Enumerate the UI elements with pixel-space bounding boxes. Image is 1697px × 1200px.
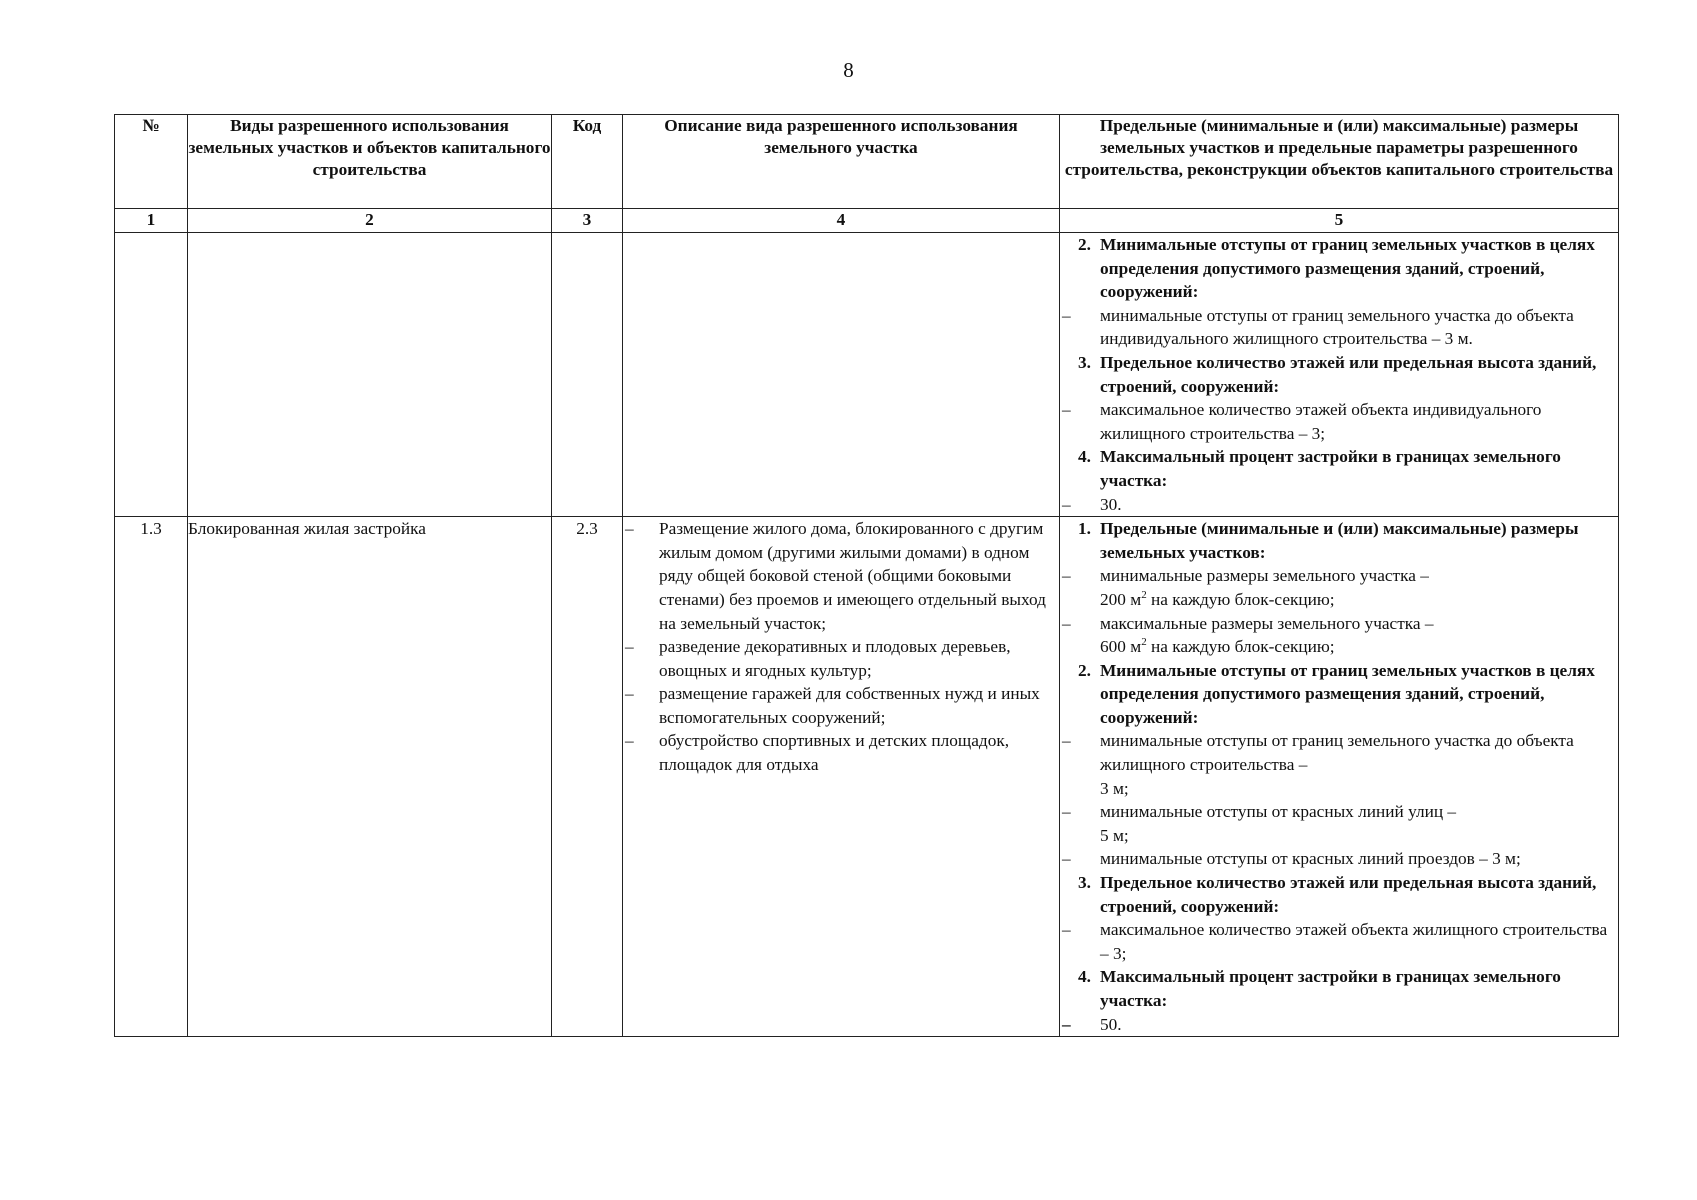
param-item bbox=[1060, 564, 1618, 611]
row-code-cell: 2.3 bbox=[552, 517, 623, 1037]
item-text: размещение гаражей для собственных нужд и иных вспомогательных сооружений; bbox=[659, 684, 1040, 727]
area-unit-exponent: 2 bbox=[1141, 589, 1147, 602]
land-use-table bbox=[114, 114, 1619, 1037]
item-marker: 4. bbox=[1078, 447, 1091, 467]
item-value: 3 м; bbox=[1100, 778, 1129, 798]
item-text: максимальные размеры земельного участка – bbox=[1100, 613, 1434, 633]
area-unit-exponent: 2 bbox=[1141, 636, 1147, 649]
area-value: 200 м bbox=[1100, 589, 1142, 609]
item-text: минимальные отступы от красных линий проездов – 3 м; bbox=[1100, 849, 1521, 869]
item-text: минимальные размеры земельного участка – bbox=[1100, 566, 1429, 586]
item-marker: – bbox=[625, 684, 634, 704]
param-item bbox=[1060, 729, 1618, 800]
item-text-tail: на каждую блок-секцию; bbox=[1146, 637, 1335, 657]
column-number: 3 bbox=[552, 209, 623, 233]
param-item bbox=[1060, 304, 1618, 351]
column-number-row bbox=[115, 209, 1619, 233]
item-text-group bbox=[1100, 729, 1618, 800]
param-item bbox=[1060, 871, 1618, 918]
param-item bbox=[1060, 517, 1618, 564]
header-no: № bbox=[115, 115, 188, 209]
item-marker: – bbox=[1062, 305, 1071, 325]
item-text-group bbox=[1100, 564, 1618, 611]
item-marker: 2. bbox=[1078, 235, 1091, 254]
param-item bbox=[1060, 233, 1618, 304]
row-number-cell: 1.3 bbox=[115, 517, 188, 1037]
row-parameters-cell bbox=[1060, 233, 1619, 517]
param-item bbox=[1060, 918, 1618, 965]
item-text: Минимальные отступы от границ земельных участков в целях определения допустимого размещения зданий, строений, сооружений: bbox=[1100, 660, 1595, 727]
item-marker: – bbox=[1062, 613, 1071, 633]
param-item bbox=[1060, 659, 1618, 730]
row-parameters-cell bbox=[1060, 517, 1619, 1037]
description-item bbox=[623, 517, 1059, 635]
item-value: 5 м; bbox=[1100, 825, 1129, 845]
param-item bbox=[1060, 847, 1618, 871]
param-item bbox=[1060, 445, 1618, 492]
item-marker: – bbox=[625, 519, 634, 539]
item-marker: 4. bbox=[1078, 967, 1091, 987]
column-number: 1 bbox=[115, 209, 188, 233]
item-marker: – bbox=[625, 637, 634, 657]
item-text: 30. bbox=[1100, 494, 1122, 514]
item-text: Предельное количество этажей или предельная высота зданий, строений, сооружений: bbox=[1100, 873, 1597, 916]
param-item bbox=[1060, 1013, 1618, 1037]
item-text: Минимальные отступы от границ земельных участков в целях определения допустимого размещения зданий, строений, сооружений: bbox=[1100, 235, 1595, 302]
param-item bbox=[1060, 612, 1618, 659]
item-text: Максимальный процент застройки в границах земельного участка: bbox=[1100, 967, 1561, 1010]
item-marker: – bbox=[1062, 802, 1071, 822]
item-marker: – bbox=[1062, 566, 1071, 586]
item-marker: 2. bbox=[1078, 660, 1091, 680]
param-item bbox=[1060, 398, 1618, 445]
table-row bbox=[115, 517, 1619, 1037]
item-marker: 3. bbox=[1078, 873, 1091, 893]
item-text-tail: на каждую блок-секцию; bbox=[1146, 589, 1335, 609]
item-marker: – bbox=[1062, 494, 1071, 514]
item-text: разведение декоративных и плодовых деревьев, овощных и ягодных культур; bbox=[659, 637, 1011, 680]
param-item bbox=[1060, 493, 1618, 517]
column-number: 5 bbox=[1060, 209, 1619, 233]
row-code-cell bbox=[552, 233, 623, 517]
header-row bbox=[115, 115, 1619, 209]
param-item bbox=[1060, 965, 1618, 1012]
row-description-cell bbox=[623, 517, 1060, 1037]
item-marker: 1. bbox=[1078, 519, 1091, 539]
description-item bbox=[623, 635, 1059, 682]
description-item bbox=[623, 729, 1059, 776]
item-text: 50. bbox=[1100, 1014, 1122, 1034]
row-name-cell: Блокированная жилая застройка bbox=[188, 517, 552, 1037]
item-text: минимальные отступы от красных линий улиц – bbox=[1100, 802, 1457, 822]
column-number: 4 bbox=[623, 209, 1060, 233]
row-description-cell bbox=[623, 233, 1060, 517]
item-marker: – bbox=[1062, 849, 1071, 869]
header-parameters: Предельные (минимальные и (или) максимальные) размеры земельных участков и предельные параметры разрешенного строительства, реконструкции объектов капитального строительства bbox=[1060, 115, 1619, 209]
item-text: минимальные отступы от границ земельного участка до объекта индивидуального жилищного строительства – 3 м. bbox=[1100, 305, 1574, 349]
description-item bbox=[623, 682, 1059, 729]
param-item bbox=[1060, 800, 1618, 847]
header-name: Виды разрешенного использования земельных участков и объектов капитального строительства bbox=[188, 115, 552, 209]
table-row bbox=[115, 233, 1619, 517]
item-marker: – bbox=[1062, 400, 1071, 420]
header-description: Описание вида разрешенного использования земельного участка bbox=[623, 115, 1060, 209]
item-marker: – bbox=[1062, 920, 1071, 940]
param-item bbox=[1060, 351, 1618, 398]
item-text: максимальное количество этажей объекта жилищного строительства – 3; bbox=[1100, 920, 1608, 963]
item-marker: – bbox=[625, 731, 634, 751]
item-marker: – bbox=[1062, 731, 1071, 751]
item-text: обустройство спортивных и детских площадок, площадок для отдыха bbox=[659, 731, 1010, 775]
item-text-group bbox=[1100, 612, 1618, 659]
column-number: 2 bbox=[188, 209, 552, 233]
item-text: максимальное количество этажей объекта индивидуального жилищного строительства – 3; bbox=[1100, 400, 1542, 443]
item-text: Предельное количество этажей или предельная высота зданий, строений, сооружений: bbox=[1100, 352, 1597, 396]
row-number-cell bbox=[115, 233, 188, 517]
header-code: Код bbox=[552, 115, 623, 209]
item-text: Максимальный процент застройки в границах земельного участка: bbox=[1100, 447, 1561, 490]
item-marker: 3. bbox=[1078, 352, 1091, 372]
area-value: 600 м bbox=[1100, 637, 1142, 657]
page-number: 8 bbox=[843, 58, 854, 82]
item-text: Размещение жилого дома, блокированного с другим жилым домом (другими жилыми домами) в одном ряду общей боковой стеной (общими боковыми стенами) без проемов и имеющего отдельный выход на земельный участок; bbox=[659, 519, 1046, 633]
row-name-cell bbox=[188, 233, 552, 517]
item-text-group bbox=[1100, 800, 1618, 847]
item-marker: – bbox=[1062, 1014, 1071, 1034]
item-text: Предельные (минимальные и (или) максимальные) размеры земельных участков: bbox=[1100, 519, 1579, 562]
item-text: минимальные отступы от границ земельного участка до объекта жилищного строительства – bbox=[1100, 731, 1574, 775]
